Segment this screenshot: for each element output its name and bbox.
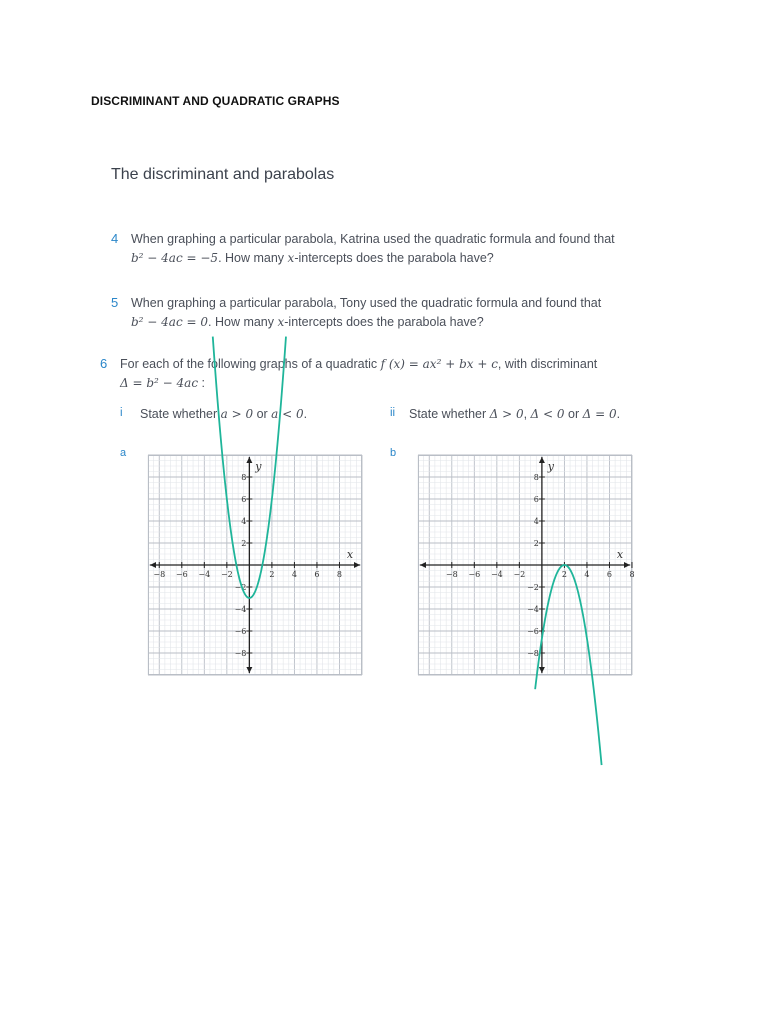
x-tick-label: −8 <box>445 570 458 579</box>
question-5-text-mid: . How many <box>208 315 278 329</box>
y-axis-arrow-down <box>539 667 545 673</box>
part-ii-or: or <box>564 407 583 421</box>
part-ii-text-start: State whether <box>409 407 490 421</box>
graph-a <box>148 455 362 675</box>
x-tick-label: −6 <box>468 570 481 579</box>
graph-b <box>418 455 635 675</box>
part-ii-comma: , <box>523 407 531 421</box>
parabola-curve <box>535 565 601 765</box>
question-6-line1 <box>120 355 597 374</box>
part-i-text-start: State whether <box>140 407 221 421</box>
y-axis-label: y <box>255 460 262 473</box>
y-tick-label: −6 <box>234 627 247 636</box>
x-tick-label: 2 <box>561 570 567 579</box>
part-ii-period: . <box>616 407 621 421</box>
x-tick-label: −2 <box>513 570 526 579</box>
x-tick-label: −6 <box>175 570 188 579</box>
y-axis-arrow-down <box>246 667 252 673</box>
x-tick-label: 6 <box>314 570 320 579</box>
x-tick-label: 2 <box>269 570 275 579</box>
y-tick-label: 8 <box>533 473 539 482</box>
y-tick-label: −6 <box>527 627 539 636</box>
question-6-discriminant: Δ = b² − 4ac <box>120 376 199 390</box>
x-axis-arrow-right <box>354 562 360 568</box>
question-5-line2 <box>131 313 601 332</box>
question-4-number: 4 <box>111 231 119 246</box>
question-5-math: b² − 4ac = 0 <box>131 315 209 329</box>
question-5-text-end: -intercepts does the parabola have? <box>284 315 484 329</box>
y-axis-arrow-up <box>246 457 252 463</box>
question-5-line1: When graphing a particular parabola, Tony used the quadratic formula and found that <box>131 296 602 310</box>
question-5-number: 5 <box>111 295 119 310</box>
question-4-text <box>131 230 615 268</box>
x-tick-label: 4 <box>584 570 590 579</box>
question-6-text-end: , with discriminant <box>497 357 598 371</box>
question-6-line2 <box>120 374 597 393</box>
x-axis-arrow-left <box>420 562 426 568</box>
question-4-text-end: -intercepts does the parabola have? <box>294 251 494 265</box>
graph-b-label: b <box>390 447 397 459</box>
y-tick-label: −2 <box>527 583 539 592</box>
y-tick-label: 4 <box>533 517 539 526</box>
question-4-line1: When graphing a particular parabola, Katrina used the quadratic formula and found that <box>131 232 615 246</box>
x-tick-label: 4 <box>291 570 297 579</box>
question-4-line2 <box>131 249 615 268</box>
question-6-number: 6 <box>100 356 108 371</box>
part-i-period: . <box>303 407 308 421</box>
x-axis-label: x <box>616 548 624 561</box>
question-4-var: x <box>287 251 295 265</box>
y-tick-label: 8 <box>241 473 247 482</box>
document-title: DISCRIMINANT AND QUADRATIC GRAPHS <box>91 94 340 108</box>
y-tick-label: 6 <box>533 495 539 504</box>
x-axis-arrow-left <box>150 562 156 568</box>
y-tick-label: −8 <box>527 649 539 658</box>
y-tick-label: 2 <box>241 539 247 548</box>
x-tick-label: 8 <box>629 570 635 579</box>
y-axis-arrow-up <box>539 457 545 463</box>
x-tick-label: −4 <box>198 570 211 579</box>
part-i-label: i <box>120 407 123 419</box>
y-tick-label: 2 <box>533 539 539 548</box>
question-6-text <box>120 355 597 393</box>
part-ii-text <box>409 405 620 424</box>
x-tick-label: 8 <box>336 570 343 579</box>
question-6-colon: : <box>198 376 205 390</box>
y-tick-label: 4 <box>241 517 247 526</box>
x-axis-arrow-right <box>624 562 630 568</box>
y-tick-label: −8 <box>234 649 247 658</box>
graph-a-label: a <box>120 447 127 459</box>
part-ii-math2: Δ < 0 <box>530 407 565 421</box>
part-ii-math3: Δ = 0 <box>582 407 617 421</box>
part-ii-math1: Δ > 0 <box>489 407 524 421</box>
part-i-math1: a > 0 <box>220 407 254 421</box>
y-tick-label: −4 <box>234 605 247 614</box>
x-tick-label: 6 <box>606 570 613 579</box>
question-4-math: b² − 4ac = −5 <box>131 251 219 265</box>
x-tick-label: −4 <box>490 570 503 579</box>
part-i-math2: a < 0 <box>271 407 304 421</box>
x-tick-label: −2 <box>220 570 233 579</box>
x-axis-label: x <box>346 548 354 561</box>
y-tick-label: −2 <box>234 583 247 592</box>
question-6-text-start: For each of the following graphs of a quadratic <box>120 357 381 371</box>
question-5-var: x <box>277 315 285 329</box>
y-axis-label: y <box>547 460 555 473</box>
y-tick-label: −4 <box>527 605 539 614</box>
question-4-text-mid: . How many <box>218 251 288 265</box>
part-i-or: or <box>253 407 272 421</box>
question-5-text <box>131 294 601 332</box>
question-6-function: f (x) = ax² + bx + c <box>380 357 498 371</box>
x-tick-label: −8 <box>153 570 166 579</box>
y-tick-label: 6 <box>241 495 247 504</box>
part-ii-label: ii <box>390 407 396 419</box>
section-title: The discriminant and parabolas <box>111 166 335 183</box>
part-i-text <box>140 405 307 424</box>
